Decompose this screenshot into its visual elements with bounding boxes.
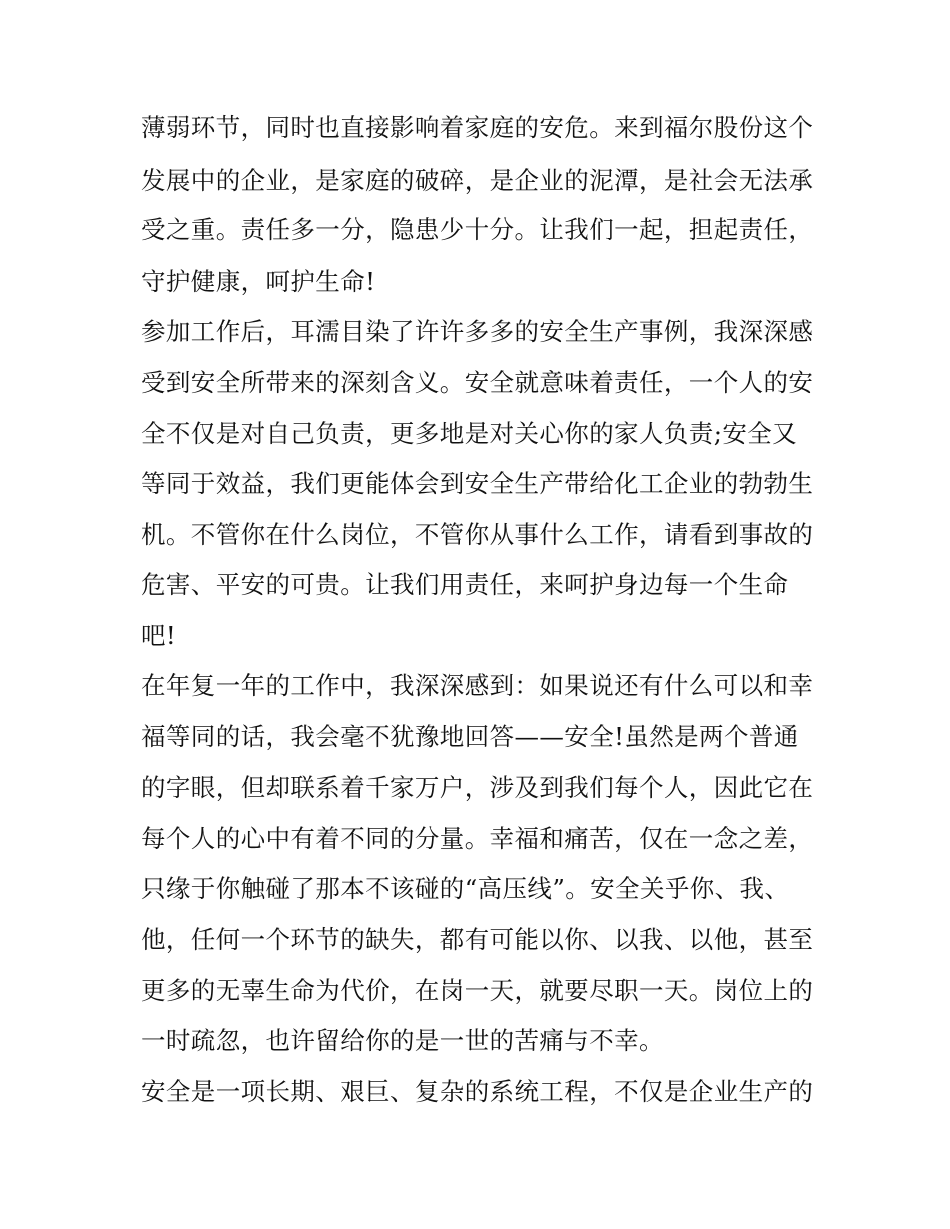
text-line: 发展中的企业，是家庭的破碎，是企业的泥潭，是社会无法承 [141,166,814,195]
text-line: 受到安全所带来的深刻含义。安全就意味着责任，一个人的安 [141,368,814,397]
text-line: 一时疏忽，也许留给你的是一世的苦痛与不幸。 [141,1026,664,1055]
text-line: 更多的无辜生命为代价，在岗一天，就要尽职一天。岗位上的 [141,976,814,1005]
text-line: 福等同的话，我会毫不犹豫地回答——安全!虽然是两个普通 [141,722,799,751]
text-line: 的字眼，但却联系着千家万户，涉及到我们每个人，因此它在 [141,773,814,802]
text-line: 危害、平安的可贵。让我们用责任，来呵护身边每一个生命 [141,570,789,599]
text-line: 参加工作后，耳濡目染了许许多多的安全生产事例，我深深感 [141,317,814,346]
text-line: 守护健康，呵护生命! [141,267,376,296]
text-line: 在年复一年的工作中，我深深感到：如果说还有什么可以和幸 [141,671,814,700]
text-line: 他，任何一个环节的缺失，都有可能以你、以我、以他，甚至 [141,925,814,954]
text-line: 每个人的心中有着不同的分量。幸福和痛苦，仅在一念之差， [141,824,814,853]
text-line: 全不仅是对自己负责，更多地是对关心你的家人负责;安全又 [141,419,798,448]
text-line: 受之重。责任多一分，隐患少十分。让我们一起，担起责任， [141,215,814,244]
text-line: 吧! [141,621,177,650]
text-line: 等同于效益，我们更能体会到安全生产带给化工企业的勃勃生 [141,469,814,498]
text-line: 机。不管你在什么岗位，不管你从事什么工作，请看到事故的 [141,520,814,549]
text-line: 只缘于你触碰了那本不该碰的“高压线”。安全关乎你、我、 [141,874,790,903]
text-line: 薄弱环节，同时也直接影响着家庭的安危。来到福尔股份这个 [141,113,814,142]
text-line: 安全是一项长期、艰巨、复杂的系统工程，不仅是企业生产的 [141,1077,814,1106]
